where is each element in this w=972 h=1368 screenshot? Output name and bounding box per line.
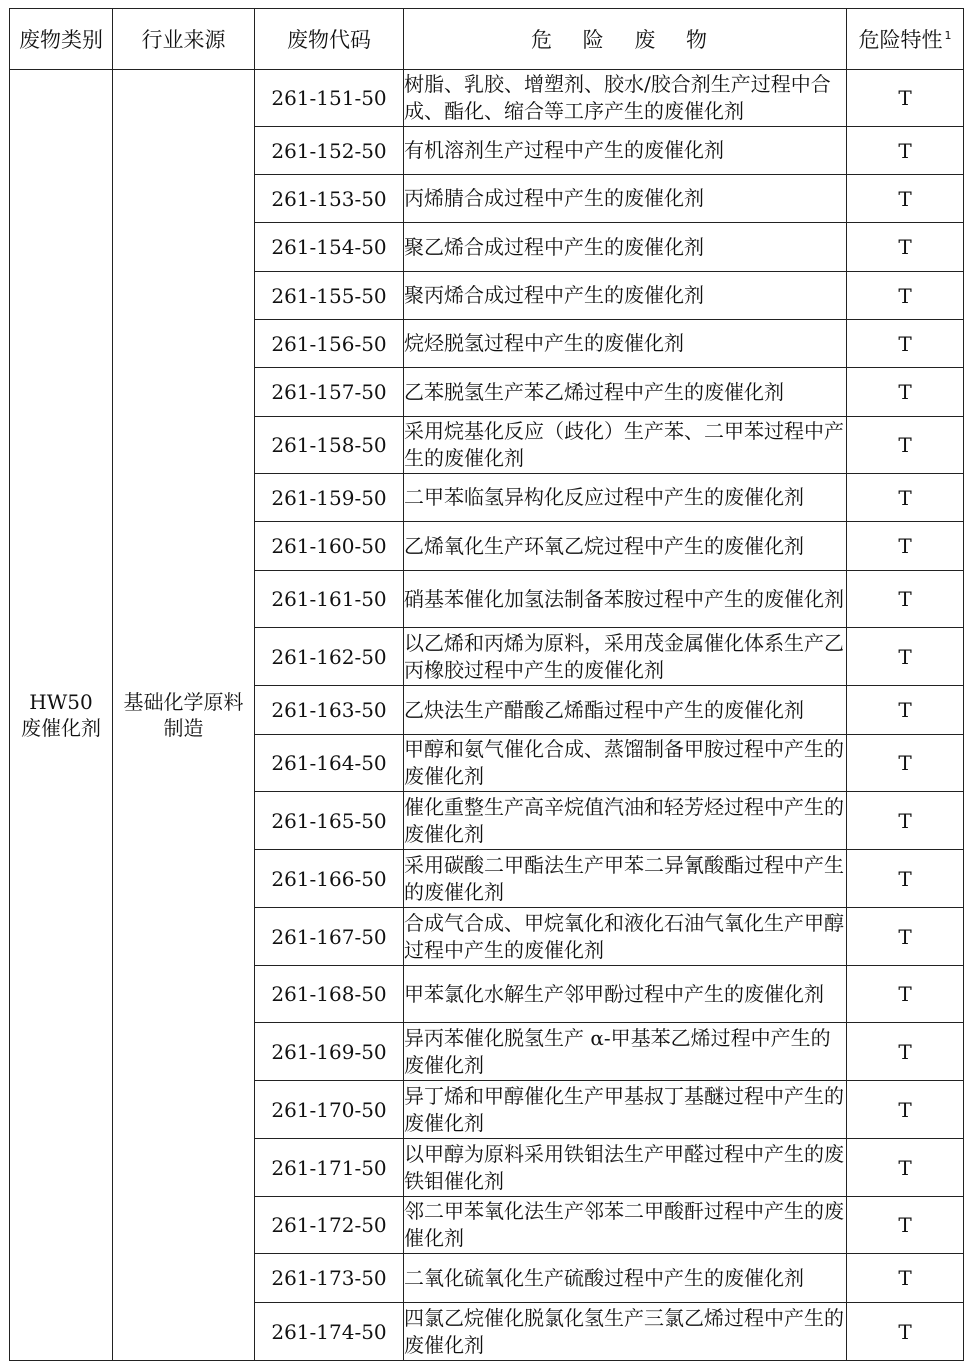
hazard-characteristic-cell: T <box>847 70 964 127</box>
waste-code-cell: 261-158-50 <box>255 417 404 474</box>
waste-description-cell: 以甲醇为原料采用铁钼法生产甲醛过程中产生的废铁钼催化剂 <box>404 1139 847 1197</box>
waste-description-cell: 异丁烯和甲醇催化生产甲基叔丁基醚过程中产生的废催化剂 <box>404 1081 847 1139</box>
hazard-characteristic-cell: T <box>847 1139 964 1197</box>
hazard-characteristic-cell: T <box>847 175 964 223</box>
waste-code-cell: 261-165-50 <box>255 792 404 850</box>
waste-description-cell: 四氯乙烷催化脱氯化氢生产三氯乙烯过程中产生的废催化剂 <box>404 1303 847 1361</box>
source-line-2: 制造 <box>163 716 204 740</box>
waste-description-cell: 合成气合成、甲烷氧化和液化石油气氧化生产甲醇过程中产生的废催化剂 <box>404 908 847 966</box>
waste-code-cell: 261-159-50 <box>255 474 404 522</box>
waste-code-cell: 261-172-50 <box>255 1197 404 1254</box>
hazard-characteristic-cell: T <box>847 1197 964 1254</box>
waste-code-cell: 261-154-50 <box>255 223 404 272</box>
category-name: 废催化剂 <box>21 716 101 740</box>
hazard-characteristic-cell: T <box>847 368 964 417</box>
header-category: 废物类别 <box>10 9 113 70</box>
waste-code-cell: 261-152-50 <box>255 127 404 175</box>
header-waste: 危 险 废 物 <box>404 9 847 70</box>
hazard-characteristic-cell: T <box>847 223 964 272</box>
waste-description-cell: 催化重整生产高辛烷值汽油和轻芳烃过程中产生的废催化剂 <box>404 792 847 850</box>
waste-description-cell: 采用烷基化反应（歧化）生产苯、二甲苯过程中产生的废催化剂 <box>404 417 847 474</box>
hazardous-waste-table <box>9 8 964 1361</box>
hazard-characteristic-cell: T <box>847 522 964 571</box>
waste-description-cell: 有机溶剂生产过程中产生的废催化剂 <box>404 127 847 175</box>
waste-description-cell: 乙苯脱氢生产苯乙烯过程中产生的废催化剂 <box>404 368 847 417</box>
waste-code-cell: 261-166-50 <box>255 850 404 908</box>
waste-code-cell: 261-163-50 <box>255 686 404 735</box>
hazard-characteristic-cell: T <box>847 628 964 686</box>
hazard-characteristic-cell: T <box>847 474 964 522</box>
waste-code-cell: 261-161-50 <box>255 571 404 628</box>
hazard-characteristic-cell: T <box>847 417 964 474</box>
header-characteristic-label: 危险特性 <box>858 28 943 52</box>
waste-description-cell: 二甲苯临氢异构化反应过程中产生的废催化剂 <box>404 474 847 522</box>
table-body <box>10 70 964 1361</box>
waste-code-cell: 261-167-50 <box>255 908 404 966</box>
waste-description-cell: 聚丙烯合成过程中产生的废催化剂 <box>404 272 847 320</box>
waste-description-cell: 采用碳酸二甲酯法生产甲苯二异氰酸酯过程中产生的废催化剂 <box>404 850 847 908</box>
waste-description-cell: 甲苯氯化水解生产邻甲酚过程中产生的废催化剂 <box>404 966 847 1023</box>
waste-code-cell: 261-156-50 <box>255 320 404 368</box>
waste-code-cell: 261-170-50 <box>255 1081 404 1139</box>
waste-description-cell: 丙烯腈合成过程中产生的废催化剂 <box>404 175 847 223</box>
category-code: HW50 <box>29 690 93 714</box>
waste-description-cell: 异丙苯催化脱氢生产 α-甲基苯乙烯过程中产生的废催化剂 <box>404 1023 847 1081</box>
footnote-marker: 1 <box>944 29 952 42</box>
source-line-1: 基础化学原料 <box>123 690 244 714</box>
waste-description-cell: 邻二甲苯氧化法生产邻苯二甲酸酐过程中产生的废催化剂 <box>404 1197 847 1254</box>
waste-description-cell: 二氧化硫氧化生产硫酸过程中产生的废催化剂 <box>404 1254 847 1303</box>
waste-code-cell: 261-162-50 <box>255 628 404 686</box>
waste-description-cell: 甲醇和氨气催化合成、蒸馏制备甲胺过程中产生的废催化剂 <box>404 735 847 792</box>
hazard-characteristic-cell: T <box>847 735 964 792</box>
header-source: 行业来源 <box>113 9 255 70</box>
waste-description-cell: 乙炔法生产醋酸乙烯酯过程中产生的废催化剂 <box>404 686 847 735</box>
hazard-characteristic-cell: T <box>847 272 964 320</box>
waste-code-cell: 261-157-50 <box>255 368 404 417</box>
waste-code-cell: 261-168-50 <box>255 966 404 1023</box>
waste-description-cell: 树脂、乳胶、增塑剂、胶水/胶合剂生产过程中合成、酯化、缩合等工序产生的废催化剂 <box>404 70 847 127</box>
hazard-characteristic-cell: T <box>847 127 964 175</box>
hazard-characteristic-cell: T <box>847 792 964 850</box>
hazard-characteristic-cell: T <box>847 571 964 628</box>
waste-code-cell: 261-153-50 <box>255 175 404 223</box>
table-header-row <box>10 9 964 70</box>
waste-description-cell: 聚乙烯合成过程中产生的废催化剂 <box>404 223 847 272</box>
waste-code-cell: 261-174-50 <box>255 1303 404 1361</box>
header-characteristic <box>847 9 964 70</box>
hazard-characteristic-cell: T <box>847 966 964 1023</box>
waste-code-cell: 261-171-50 <box>255 1139 404 1197</box>
hazard-characteristic-cell: T <box>847 1081 964 1139</box>
waste-code-cell: 261-151-50 <box>255 70 404 127</box>
waste-code-cell: 261-160-50 <box>255 522 404 571</box>
hazard-characteristic-cell: T <box>847 1303 964 1361</box>
waste-description-cell: 硝基苯催化加氢法制备苯胺过程中产生的废催化剂 <box>404 571 847 628</box>
table-row <box>10 70 964 127</box>
waste-description-cell: 烷烃脱氢过程中产生的废催化剂 <box>404 320 847 368</box>
waste-category-cell <box>10 70 113 1361</box>
hazard-characteristic-cell: T <box>847 1023 964 1081</box>
hazard-characteristic-cell: T <box>847 1254 964 1303</box>
header-code: 废物代码 <box>255 9 404 70</box>
waste-description-cell: 乙烯氧化生产环氧乙烷过程中产生的废催化剂 <box>404 522 847 571</box>
waste-code-cell: 261-155-50 <box>255 272 404 320</box>
industry-source-cell <box>113 70 255 1361</box>
hazard-characteristic-cell: T <box>847 320 964 368</box>
waste-code-cell: 261-173-50 <box>255 1254 404 1303</box>
hazard-characteristic-cell: T <box>847 850 964 908</box>
hazard-characteristic-cell: T <box>847 686 964 735</box>
hazard-characteristic-cell: T <box>847 908 964 966</box>
waste-description-cell: 以乙烯和丙烯为原料，采用茂金属催化体系生产乙丙橡胶过程中产生的废催化剂 <box>404 628 847 686</box>
waste-code-cell: 261-169-50 <box>255 1023 404 1081</box>
waste-code-cell: 261-164-50 <box>255 735 404 792</box>
